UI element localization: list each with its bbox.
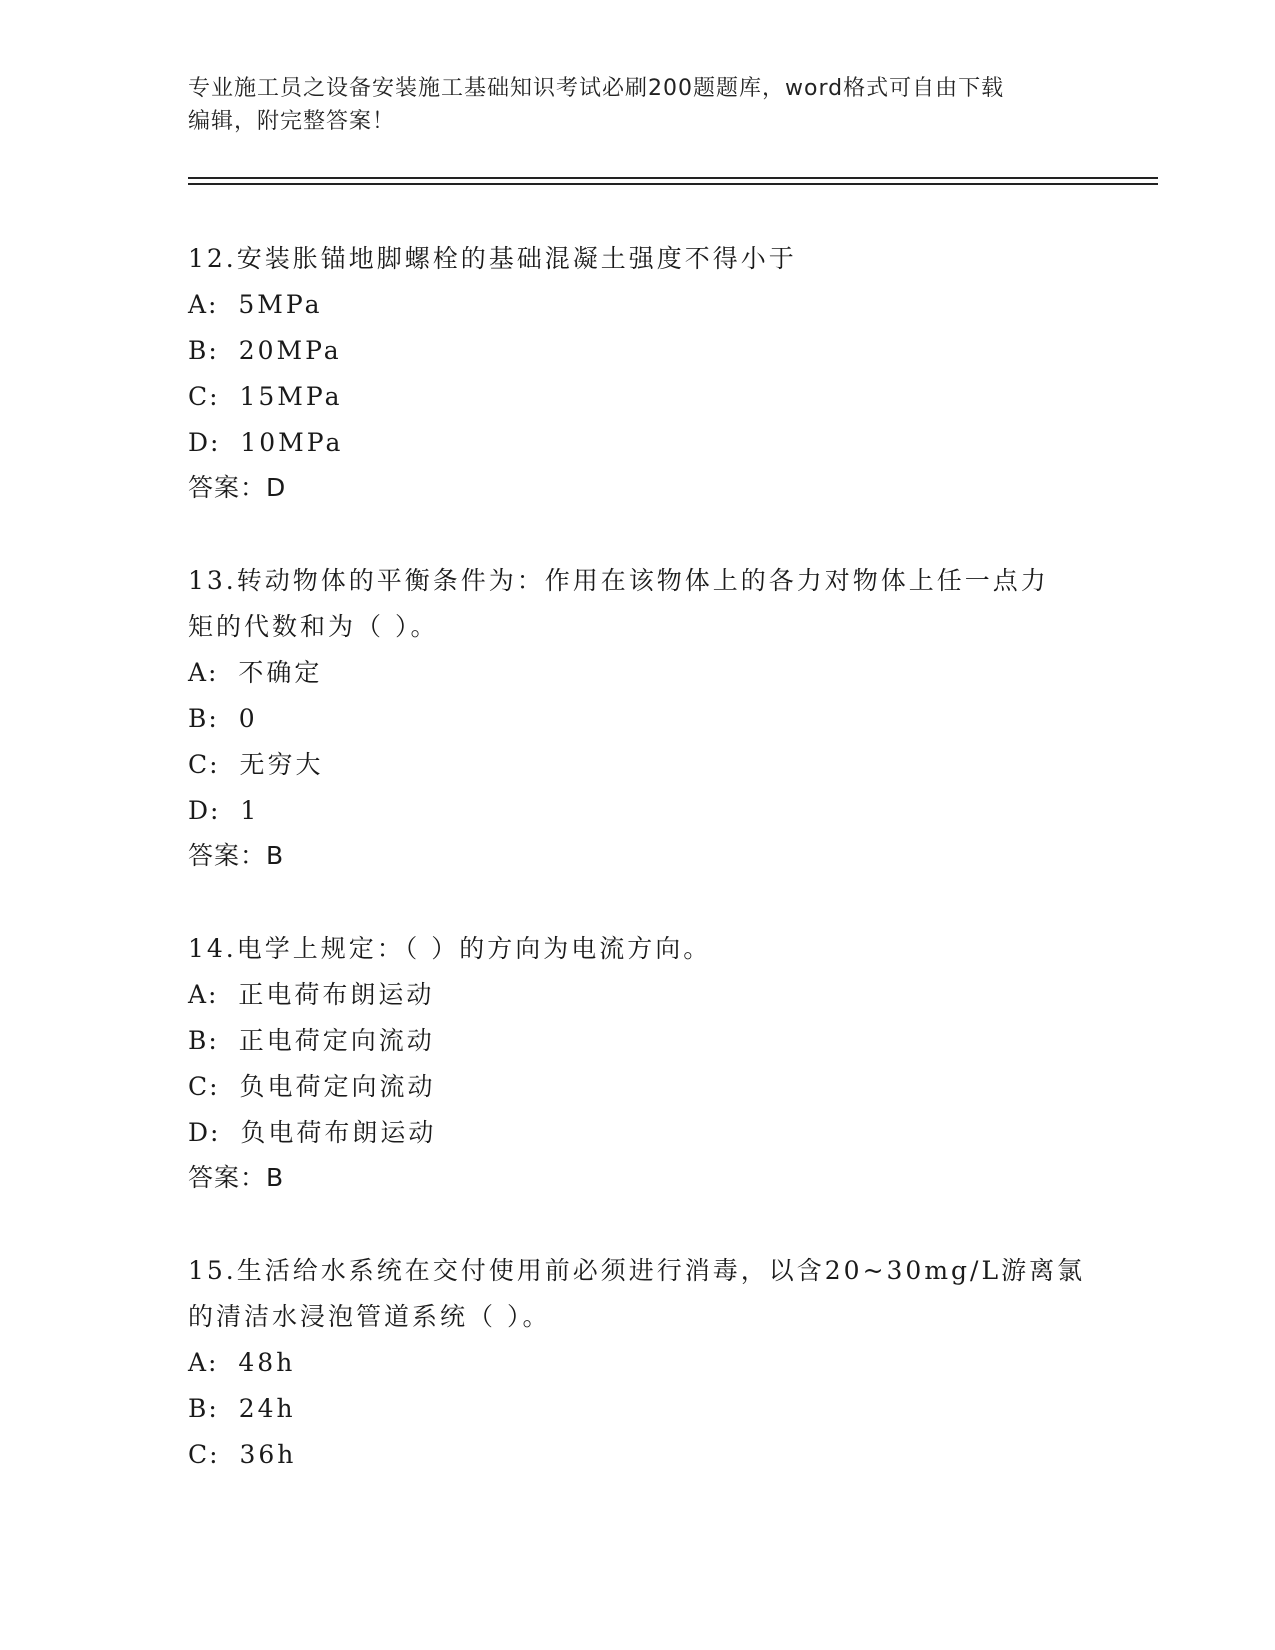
option-text: 48h (238, 1348, 296, 1377)
option-label: B: (188, 704, 219, 733)
question-stem: 14.电学上规定：（ ）的方向为电流方向。 (188, 934, 712, 963)
option-label: A: (188, 980, 219, 1009)
question-13 (188, 558, 1088, 878)
option-b (188, 328, 1088, 374)
option-c (188, 1432, 1088, 1478)
option-label: C: (188, 1440, 220, 1469)
option-label: C: (188, 1072, 220, 1101)
option-b (188, 1386, 1088, 1432)
option-label: D: (188, 1118, 221, 1147)
option-text: 1 (240, 796, 260, 825)
option-text: 15MPa (239, 382, 343, 411)
option-text: 5MPa (238, 290, 323, 319)
option-text: 不确定 (238, 658, 323, 687)
question-stem-line-1: 13.转动物体的平衡条件为：作用在该物体上的各力对物体上任一点力 (188, 566, 1049, 595)
header-divider-top (188, 177, 1158, 179)
option-a (188, 1340, 1088, 1386)
option-text: 正电荷定向流动 (238, 1026, 435, 1055)
question-14 (188, 926, 1088, 1200)
option-b (188, 1018, 1088, 1064)
option-text: 24h (238, 1394, 296, 1423)
option-label: C: (188, 382, 220, 411)
document-header (188, 72, 1088, 138)
option-a (188, 972, 1088, 1018)
question-list (188, 236, 1088, 1526)
option-c (188, 374, 1088, 420)
option-label: D: (188, 796, 221, 825)
question-stem: 12.安装胀锚地脚螺栓的基础混凝土强度不得小于 (188, 244, 797, 273)
option-text: 20MPa (238, 336, 342, 365)
option-text: 无穷大 (239, 750, 324, 779)
header-divider-bottom (188, 183, 1158, 185)
header-title-line-1: 专业施工员之设备安装施工基础知识考试必刷200题题库，word格式可自由下载 (188, 76, 1005, 101)
option-text: 0 (238, 704, 258, 733)
question-stem-line-2: 矩的代数和为（ ）。 (188, 612, 439, 641)
answer-line: 答案：B (188, 841, 285, 870)
option-a (188, 650, 1088, 696)
option-b (188, 696, 1088, 742)
option-label: A: (188, 290, 219, 319)
option-text: 10MPa (240, 428, 344, 457)
option-d (188, 420, 1088, 466)
option-label: B: (188, 1026, 219, 1055)
question-15 (188, 1248, 1088, 1478)
question-12 (188, 236, 1088, 510)
option-label: A: (188, 658, 219, 687)
question-stem-line-1: 15.生活给水系统在交付使用前必须进行消毒，以含20~30mg/L游离氯 (188, 1256, 1086, 1285)
option-label: A: (188, 1348, 219, 1377)
option-text: 36h (239, 1440, 297, 1469)
option-a (188, 282, 1088, 328)
option-label: C: (188, 750, 220, 779)
option-c (188, 742, 1088, 788)
option-label: B: (188, 1394, 219, 1423)
option-d (188, 788, 1088, 834)
option-text: 正电荷布朗运动 (238, 980, 435, 1009)
option-label: B: (188, 336, 219, 365)
option-c (188, 1064, 1088, 1110)
option-text: 负电荷定向流动 (239, 1072, 436, 1101)
option-d (188, 1110, 1088, 1156)
question-stem-line-2: 的清洁水浸泡管道系统（ ）。 (188, 1302, 551, 1331)
option-text: 负电荷布朗运动 (240, 1118, 437, 1147)
header-title-line-2: 编辑，附完整答案！ (188, 109, 396, 134)
option-label: D: (188, 428, 221, 457)
answer-line: 答案：D (188, 473, 287, 502)
answer-line: 答案：B (188, 1163, 285, 1192)
